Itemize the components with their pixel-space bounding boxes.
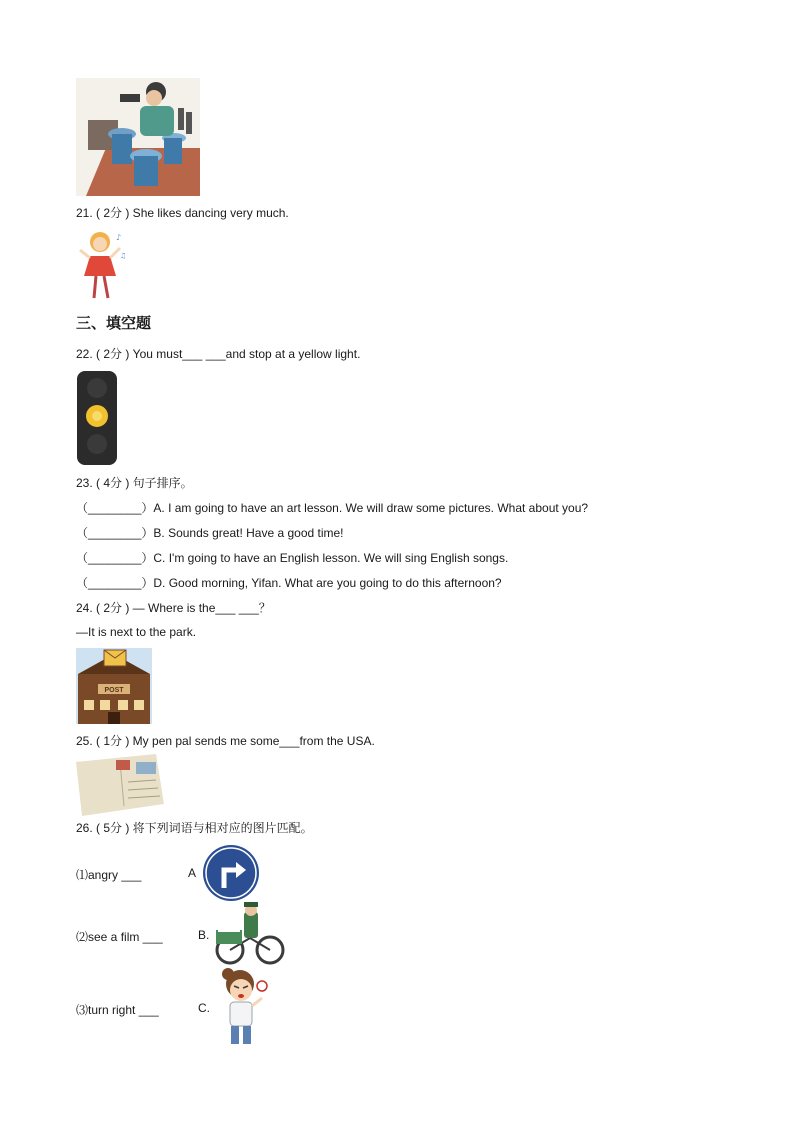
match-item-2-letter: B. bbox=[198, 928, 210, 942]
post-office-illustration bbox=[76, 648, 152, 724]
question-23-option-c: （________）C. I'm going to have an English lesson. We will sing English songs. bbox=[76, 551, 509, 565]
turn-right-sign-icon bbox=[202, 844, 260, 902]
post-sign-text: POST bbox=[104, 687, 124, 694]
question-23-option-b: （________）B. Sounds great! Have a good time! bbox=[76, 526, 344, 540]
svg-text:♪: ♪ bbox=[116, 233, 122, 242]
match-item-3-label: ⑶turn right ___ bbox=[76, 1003, 159, 1017]
section-title: 三、填空题 bbox=[76, 314, 152, 332]
question-21: 21. ( 2分 ) She likes dancing very much. bbox=[76, 206, 289, 220]
question-24: 24. ( 2分 ) — Where is the___ ___？ bbox=[76, 601, 271, 615]
drummer-illustration bbox=[76, 78, 200, 196]
yellow-traffic-light-icon bbox=[76, 370, 118, 466]
match-item-1-label: ⑴angry ___ bbox=[76, 868, 142, 882]
postcard-illustration bbox=[76, 754, 164, 816]
postman-bicycle-icon bbox=[214, 902, 286, 966]
question-22: 22. ( 2分 ) You must___ ___and stop at a yellow light. bbox=[76, 347, 361, 361]
dancing-girl-illustration bbox=[76, 228, 128, 304]
question-25: 25. ( 1分 ) My pen pal sends me some___from the USA. bbox=[76, 734, 375, 748]
question-24-answer: —It is next to the park. bbox=[76, 625, 197, 639]
angry-girl-icon bbox=[214, 966, 274, 1048]
match-item-3-letter: C. bbox=[198, 1001, 210, 1015]
match-item-2-label: ⑵see a film ___ bbox=[76, 930, 163, 944]
question-23-option-d: （________）D. Good morning, Yifan. What are you going to do this afternoon? bbox=[76, 576, 502, 590]
question-23: 23. ( 4分 ) 句子排序。 bbox=[76, 476, 193, 490]
question-23-option-a: （________）A. I am going to have an art lesson. We will draw some pictures. What about you? bbox=[76, 501, 589, 515]
question-26: 26. ( 5分 ) 将下列词语与相对应的图片匹配。 bbox=[76, 821, 313, 835]
svg-text:♫: ♫ bbox=[120, 252, 127, 260]
match-item-1-letter: A bbox=[188, 866, 197, 880]
